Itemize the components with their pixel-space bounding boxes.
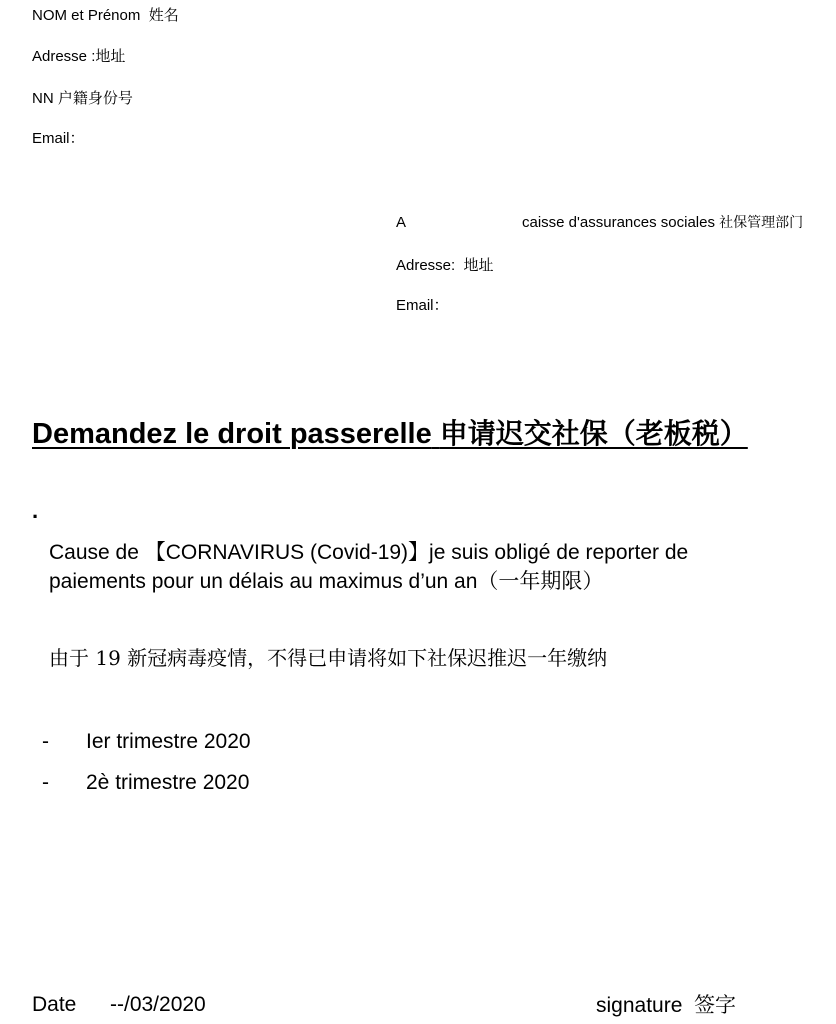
list-bullet: - bbox=[42, 730, 49, 753]
recipient-email-label: Email： bbox=[396, 297, 449, 314]
page-title-cn: 申请迟交社保（老板税） bbox=[439, 417, 748, 450]
cause-line-2: paiements pour un délais au maximus d’un an（一年期限） bbox=[49, 570, 604, 593]
recipient-email-line bbox=[396, 297, 449, 315]
stray-dot: . bbox=[32, 498, 39, 523]
date-label: Date bbox=[32, 993, 77, 1016]
sender-name-label: NOM et Prénom bbox=[32, 7, 141, 24]
sender-nn-label: NN bbox=[32, 90, 54, 107]
signature-label: signature bbox=[596, 994, 683, 1017]
cause-cn-line: 由于 19 新冠病毒疫情，不得已申请将如下社保迟推迟一年缴纳 bbox=[49, 646, 608, 670]
recipient-to-label: A bbox=[396, 214, 407, 231]
recipient-address-label: Adresse: bbox=[396, 257, 456, 274]
signature-label-cn: 签字 bbox=[694, 993, 737, 1017]
recipient-address-label-cn: 地址 bbox=[463, 256, 494, 274]
date-value: --/03/2020 bbox=[110, 993, 206, 1016]
list-item bbox=[42, 770, 342, 795]
list-item-text: 2è trimestre 2020 bbox=[86, 771, 250, 794]
sender-name-line bbox=[32, 6, 179, 25]
sender-address-label: Adresse : bbox=[32, 48, 96, 65]
signature-line bbox=[596, 992, 736, 1019]
list-item-text: Ier trimestre 2020 bbox=[86, 730, 251, 753]
sender-address-label-cn: 地址 bbox=[95, 47, 126, 65]
sender-address-line bbox=[32, 47, 125, 66]
recipient-organization: caisse d'assurances sociales bbox=[522, 214, 715, 231]
sender-name-label-cn: 姓名 bbox=[148, 6, 179, 24]
recipient-organization-line bbox=[522, 214, 803, 232]
page-title bbox=[32, 416, 748, 452]
list-bullet: - bbox=[42, 771, 49, 794]
recipient-organization-cn: 社保管理部门 bbox=[719, 215, 804, 231]
sender-nn-line bbox=[32, 89, 133, 108]
sender-email-label: Email： bbox=[32, 130, 85, 147]
sender-nn-label-cn: 户籍身份号 bbox=[57, 89, 133, 107]
list-item bbox=[42, 729, 342, 754]
sender-email-line bbox=[32, 130, 85, 148]
page-title-fr: Demandez le droit passerelle bbox=[32, 418, 432, 450]
recipient-address-line bbox=[396, 256, 494, 275]
cause-line-1: Cause de 【CORNAVIRUS (Covid-19)】je suis obligé de reporter de bbox=[49, 541, 689, 564]
